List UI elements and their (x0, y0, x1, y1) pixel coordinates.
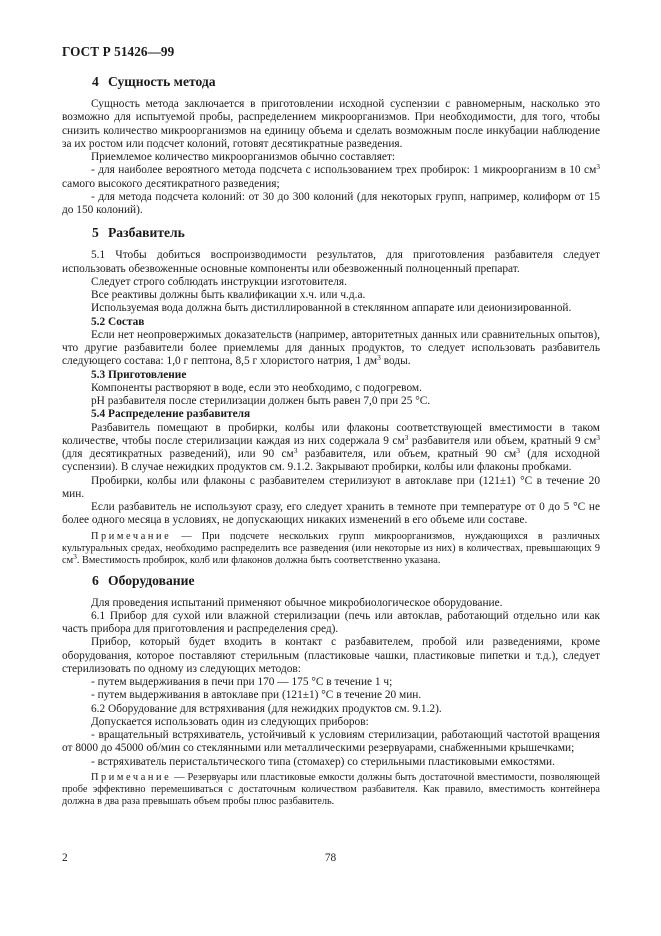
sec4-paragraph-1: Сущность метода заключается в приготовлении исходной суспензии с равномерным, насколько это возможно для испытуемой пробы, распределением микроорганизмов. При необходимости, для того, чтобы снизить количество микроорганизмов на единицу объема и сделать возможным после инкубации наблюдение за их ростом или подсчет колоний, готовят десятикратные разведения. (62, 98, 600, 150)
page-number-left: 2 (62, 852, 68, 864)
sec5-paragraph-5: Если нет неопровержимых доказательств (например, авторитетных данных или сравнительных опытов), что другие разбавители более приемлемы для данных продуктов, то следует использовать разбавитель следующего состава: 1,0 г пептона, 8,5 г хлористого натрия, 1 $дм^3$ воды. (62, 328, 600, 368)
sec6-note: Примечание — Резервуары или пластиковые емкости должны быть достаточной вместимости, позволяющей пробе эффективно перемешиваться с достаточным количеством разбавителя. Как правило, вместимость контейнера должна в два раза превышать объем пробы плюс разбавитель. (62, 771, 600, 807)
sec6-paragraph-7: Допускается использовать один из следующих приборов: (91, 715, 369, 728)
sec5-paragraph-6: Компоненты растворяют в воде, если это необходимо, с подогревом. (91, 381, 422, 394)
section-4-heading (92, 74, 600, 90)
sec4-paragraph-3: - для наиболее вероятного метода подсчета с использованием трех пробирок: 1 микроорганизм в 10 $см^3$ самого высокого десятикратного разведения; (62, 162, 600, 190)
sec5-paragraph-1: 5.1 Чтобы добиться воспроизводимости результатов, для приготовления разбавителя следует использовать обезвоженные основные компоненты или обезвоженный полноценный препарат. (62, 249, 600, 275)
page-body (62, 74, 600, 810)
sec6-paragraph-1: Для проведения испытаний применяют обычное микробиологическое оборудование. (91, 596, 503, 609)
sec5-paragraph-2: Следует строго соблюдать инструкции изготовителя. (91, 275, 347, 288)
sec6-note-label: Примечание (91, 771, 172, 783)
section-5-number: 5 (92, 225, 99, 241)
section-4-title: Сущность метода (108, 74, 216, 89)
section-5-heading (92, 225, 600, 241)
subsection-5-2-heading: 5.2 Состав (91, 315, 145, 328)
section-6-number: 6 (92, 572, 99, 588)
sec6-paragraph-5: - путем выдерживания в автоклаве при (121±1) °С в течение 20 мин. (91, 689, 422, 702)
sec6-paragraph-8: - вращательный встряхиватель, устойчивый к условиям стерилизации, работающий частотой вращения от 8000 до 45000 об/мин со стеклянными или металлическими резервуарами, снабженными крышечками; (62, 729, 600, 755)
document-code: ГОСТ Р 51426—99 (62, 44, 175, 59)
sec6-paragraph-3: Прибор, который будет входить в контакт с разбавителем, пробой или разведениями, кроме оборудования, которое поставляют стерильным (пластиковые чашки, пластиковые пипетки и т.д.), следует стерилизовать по одному из следующих методов: (62, 636, 600, 675)
page-number-center: 78 (324, 852, 337, 864)
sec6-paragraph-9: - встряхиватель перистальтического типа (стомахер) со стерильными пластиковыми емкостями. (91, 755, 555, 768)
sec4-paragraph-4: - для метода подсчета колоний: от 30 до 300 колоний (для некоторых групп, например, колиформ от 15 до 150 колоний). (62, 190, 600, 216)
section-6-heading (92, 573, 600, 589)
sec6-paragraph-2: 6.1 Прибор для сухой или влажной стерилизации (печь или автоклав, работающий отдельно или как часть прибора для приготовления и распределения сред). (62, 609, 600, 635)
sec4-paragraph-2: Приемлемое количество микроорганизмов обычно составляет: (91, 151, 396, 163)
subsection-5-3-heading: 5.3 Приготовление (91, 368, 187, 381)
sec5-paragraph-3: Все реактивы должны быть квалификации х.ч. или ч.д.а. (91, 289, 366, 301)
section-5-title: Разбавитель (108, 225, 185, 241)
sec5-paragraph-10: Если разбавитель не используют сразу, его следует хранить в темноте при температуре от 0 до 5 °С не более одного месяца в условиях, не допускающих никаких изменений в его объеме или составе. (62, 501, 600, 527)
sec5-paragraph-7: pH разбавителя после стерилизации должен быть равен 7,0 при 25 °С. (91, 395, 431, 407)
sec5-note-label: Примечание (91, 530, 172, 542)
section-6-title: Оборудование (108, 572, 195, 588)
sec5-paragraph-8: Разбавитель помещают в пробирки, колбы или флаконы соответствующей вместимости в таком количестве, чтобы после стерилизации каждая из них содержала 9 $см^3$ разбавителя или объем, кратный 9 $см^3$ (для десятикратных разведений), или 90 $см^3$ разбавителя, или объем, кратный 90 $см^3$ (для исходной суспензии). В случае нежидких продуктов см. 9.1.2. Закрывают пробирки, колбы или флаконы пробками. (62, 421, 601, 474)
sec5-paragraph-4: Используемая вода должна быть дистиллированной в стеклянном аппарате или деионизированной. (91, 302, 572, 315)
subsection-5-4-heading: 5.4 Распределение разбавителя (91, 408, 251, 421)
sec6-paragraph-6: 6.2 Оборудование для встряхивания (для нежидких продуктов см. 9.1.2). (91, 702, 442, 715)
sec5-paragraph-9: Пробирки, колбы или флаконы с разбавителем стерилизуют в автоклаве при (121±1) °С в течение 20 мин. (62, 474, 600, 500)
sec6-paragraph-4: - путем выдерживания в печи при 170 — 175 °С в течение 1 ч; (91, 676, 393, 688)
sec5-note: Примечание — При подсчете нескольких групп микроорганизмов, нуждающихся в различных культуральных средах, необходимо распределить все разведения (или некоторые из них) в количествах, превышающих 9 $см^3$. Вместимость пробирок, колб или флаконов должна быть соответственно указана. (62, 530, 600, 566)
section-4-number: 4 (92, 74, 99, 89)
